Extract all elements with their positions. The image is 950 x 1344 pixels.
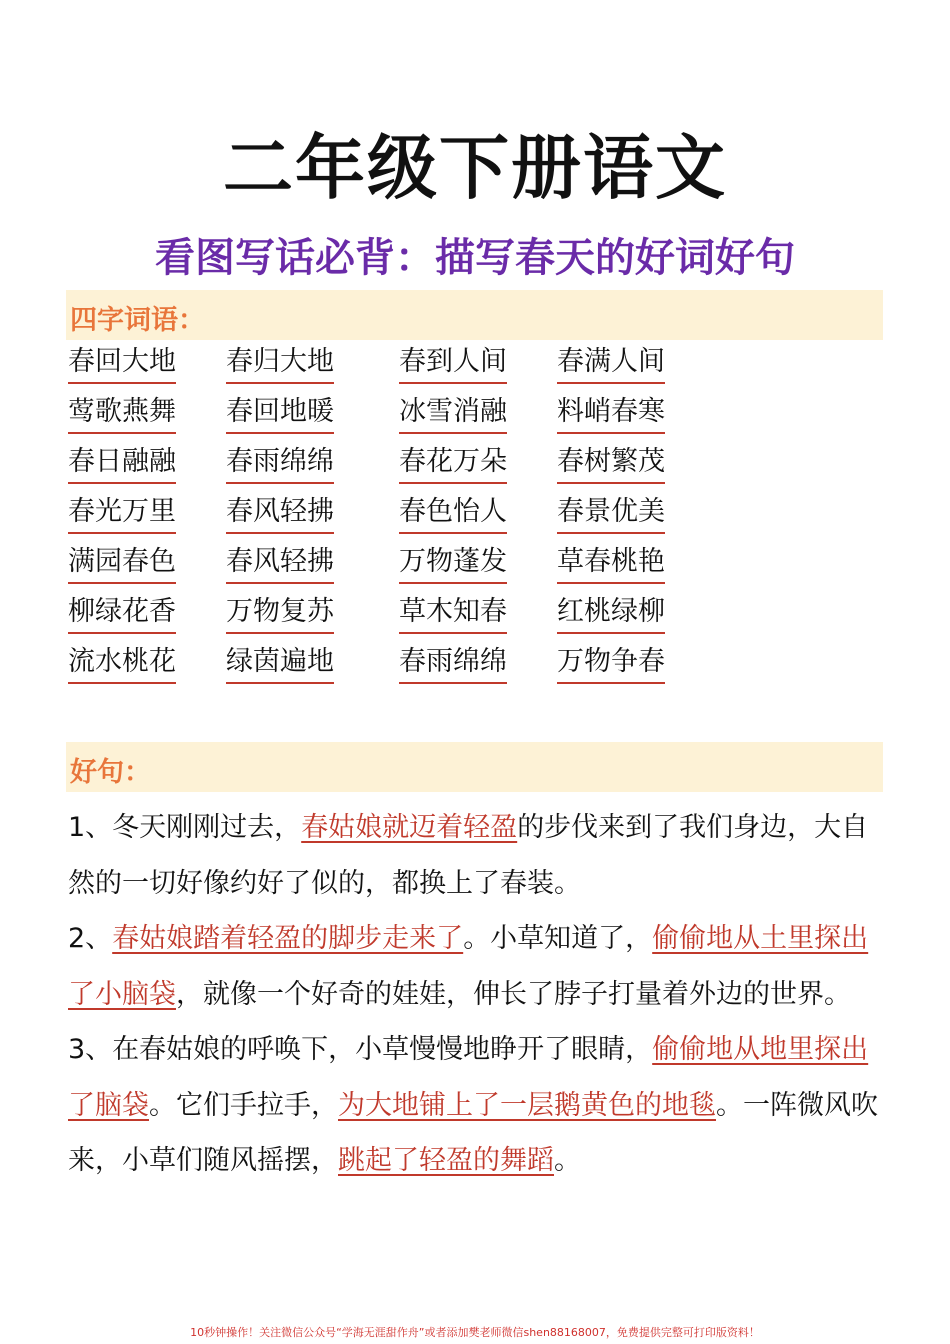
word-item: 春回地暖 <box>226 394 334 434</box>
word-item: 万物复苏 <box>226 594 334 634</box>
word-item: 柳绿花香 <box>68 594 176 634</box>
word-item: 草木知春 <box>399 594 507 634</box>
word-item: 春色怡人 <box>399 494 507 534</box>
footer-notice: 10秒钟操作！关注微信公众号“学海无涯甜作舟”或者添加樊老师微信shen88168007，免费提供完整可打印版资料！ <box>190 1326 760 1339</box>
word-item: 春风轻拂 <box>226 494 334 534</box>
word-item: 满园春色 <box>68 544 176 584</box>
page-title: 二年级下册语文 <box>223 127 727 209</box>
section-header-sentences <box>66 742 883 792</box>
word-item: 春花万朵 <box>399 444 507 484</box>
sentence-text: 1、冬天刚刚过去， <box>68 812 302 843</box>
sentence-list <box>68 800 888 1189</box>
highlight-phrase: 春姑娘踏着轻盈的脚步走来了 <box>112 923 464 954</box>
word-item: 料峭春寒 <box>557 394 665 434</box>
sentence-1 <box>68 800 888 911</box>
word-item: 冰雪消融 <box>399 394 507 434</box>
word-item: 草春桃艳 <box>557 544 665 584</box>
sentence-text: 2、 <box>68 923 113 954</box>
word-item: 万物蓬发 <box>399 544 507 584</box>
sentence-text: ，就像一个好奇的娃娃，伸长了脖子打量着外边的世界。 <box>176 978 851 1010</box>
sentence-text: 的步伐来到了我们身边，大自然的一切好像约好了似的，都换上了春装。 <box>68 812 869 899</box>
sentence-text: 。它们手拉手， <box>149 1089 338 1121</box>
section-header-words <box>66 290 883 340</box>
page-subtitle: 看图写话必背：描写春天的好词好句 <box>155 235 795 281</box>
word-item: 春雨绵绵 <box>226 444 334 484</box>
word-item: 万物争春 <box>557 644 665 684</box>
sentence-2 <box>68 911 888 1022</box>
sentence-text: 。小草知道了， <box>463 923 653 954</box>
highlight-phrase: 偷偷地从土里探出了小脑袋 <box>68 923 869 1010</box>
section-label-sentences: 好句： <box>70 757 151 788</box>
word-item: 春到人间 <box>399 344 507 384</box>
word-item: 春日融融 <box>68 444 176 484</box>
word-item: 流水桃花 <box>68 644 176 684</box>
word-item: 春归大地 <box>226 344 334 384</box>
word-item: 春光万里 <box>68 494 176 534</box>
word-item: 春风轻拂 <box>226 544 334 584</box>
word-item: 莺歌燕舞 <box>68 394 176 434</box>
word-item: 春雨绵绵 <box>399 644 507 684</box>
word-item: 红桃绿柳 <box>557 594 665 634</box>
sentence-text: 。 <box>554 1145 581 1176</box>
highlight-phrase: 偷偷地从地里探出了脑袋 <box>68 1034 869 1121</box>
highlight-phrase: 为大地铺上了一层鹅黄色的地毯 <box>338 1089 716 1121</box>
word-item: 春景优美 <box>557 494 665 534</box>
highlight-phrase: 春姑娘就迈着轻盈 <box>301 812 518 843</box>
sentence-text: 3、在春姑娘的呼唤下，小草慢慢地睁开了眼睛， <box>68 1034 653 1065</box>
word-item: 春回大地 <box>68 344 176 384</box>
word-item: 春满人间 <box>557 344 665 384</box>
sentence-3 <box>68 1022 888 1189</box>
word-item: 春树繁茂 <box>557 444 665 484</box>
sentence-text: 。一阵微风吹来，小草们随风摇摆， <box>68 1089 878 1176</box>
highlight-phrase: 跳起了轻盈的舞蹈 <box>338 1145 554 1176</box>
word-item: 绿茵遍地 <box>226 644 334 684</box>
section-label-words: 四字词语： <box>70 305 205 336</box>
